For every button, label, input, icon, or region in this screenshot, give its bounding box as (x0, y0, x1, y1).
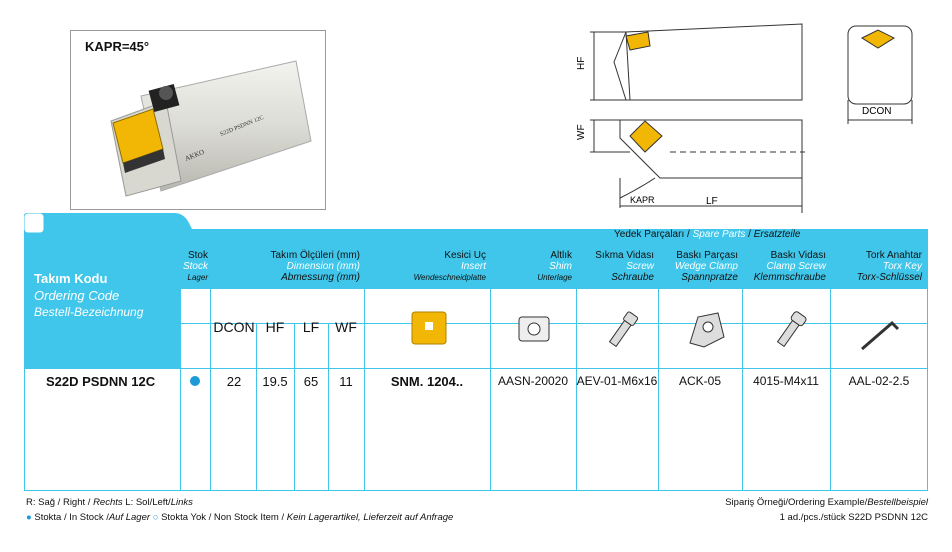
dimension-en: Dimension (mm) (286, 261, 360, 272)
insert-icon (408, 309, 452, 349)
screw-icon (602, 307, 642, 355)
footer-line1 (26, 497, 193, 508)
col-dcon: DCON (213, 319, 255, 335)
part-1-de: Schraube (611, 272, 654, 283)
wf-label: WF (576, 124, 587, 140)
dimension-tr: Takım Ölçüleri (mm) (270, 250, 360, 261)
part-0-en: Shim (549, 261, 572, 272)
part-4-en: Torx Key (882, 261, 922, 272)
torx-key-icon (854, 307, 904, 357)
dimension-de: Abmessung (mm) (281, 272, 360, 283)
value-clamp-screw: 4015-M4x11 (753, 374, 819, 388)
col-wf: WF (335, 319, 357, 335)
stock-status-dot (190, 376, 200, 386)
footer-right-left-tr: R: Sağ / Right / (26, 497, 94, 508)
footer-right-de: Rechts (93, 497, 123, 508)
value-torx-key: AAL-02-2.5 (848, 374, 910, 388)
part-1-tr: Sıkma Vidası (595, 250, 654, 261)
technical-drawing (570, 18, 940, 218)
part-4-de: Torx-Schlüssel (856, 272, 922, 283)
ordering-code-en: Ordering Code (34, 288, 120, 303)
col-hf: HF (265, 319, 285, 335)
part-3-en: Clamp Screw (766, 261, 826, 272)
part-3-tr: Baskı Vidası (770, 250, 826, 261)
footer-instock: Stokta / In Stock / (34, 512, 109, 523)
part-0-de: Unterlage (537, 273, 572, 282)
ordering-example (725, 497, 928, 508)
spare-sep: / (748, 229, 751, 240)
brand-text: AKKO (183, 147, 206, 163)
hf-label: HF (576, 56, 587, 70)
spare-parts-header (614, 229, 800, 240)
shim-icon (514, 309, 554, 349)
lf-label: LF (706, 196, 718, 207)
footer-line2: ● Stokta / In Stock /Auf Lager ○ Stokta Yok / Non Stock Item / Kein Lagerartikel, Lieferzeit auf Anfrage (26, 512, 454, 523)
footer-nonstock: Stokta Yok / Non Stock Item / (161, 512, 285, 523)
ordering-code-tr: Takım Kodu (34, 271, 108, 286)
tool-photo (70, 30, 326, 210)
part-2-en: Wedge Clamp (674, 261, 738, 272)
col-lf: LF (302, 319, 320, 335)
footer-left-tr: L: Sol/Left/ (122, 497, 171, 508)
tool-holder-image (71, 31, 327, 211)
part-2-de: Spannpratze (681, 272, 738, 283)
value-hf: 19.5 (262, 374, 288, 389)
row-ordering-code: S22D PSDNN 12C (46, 374, 156, 389)
ordering-code-de: Bestell-Bezeichnung (34, 305, 144, 319)
dcon-label: DCON (862, 106, 892, 117)
spare-tr: Yedek Parçaları / (614, 229, 690, 240)
part-3-de: Klemmschraube (753, 272, 826, 283)
stock-tr: Stok (187, 250, 208, 261)
part-4-tr: Tork Anahtar (865, 250, 922, 261)
value-screw: AEV-01-M6x16 (576, 374, 658, 388)
part-0-tr: Altlık (550, 250, 572, 261)
kapr-drawing-label: KAPR (630, 195, 655, 205)
product-table (24, 213, 928, 491)
value-shim: AASN-20020 (497, 374, 569, 388)
value-insert: SNM. 1204.. (390, 374, 464, 389)
part-2-tr: Baskı Parçası (676, 250, 738, 261)
insert-tr: Kesici Uç (444, 250, 486, 261)
wedge-clamp-icon (684, 307, 728, 353)
stock-en: Stock (182, 261, 208, 272)
value-dcon: 22 (226, 374, 242, 389)
insert-en: Insert (460, 261, 486, 272)
part-1-en: Screw (626, 261, 654, 272)
stock-de: Lager (187, 273, 208, 282)
value-lf: 65 (303, 374, 319, 389)
value-wf: 11 (339, 374, 353, 389)
footer-instock-de: Auf Lager (108, 512, 151, 523)
spare-en: Spare Parts (692, 229, 746, 240)
example-label: Sipariş Örneği/Ordering Example/ (725, 497, 868, 508)
example-line: 1 ad./pcs./stück S22D PSDNN 12C (779, 512, 928, 523)
shank-text: S22D PSDNN 12C (219, 114, 265, 138)
kapr-label: KAPR=45° (85, 39, 150, 54)
clamp-screw-icon (770, 307, 810, 355)
spare-de: Ersatzteile (753, 229, 801, 240)
value-wedge-clamp: ACK-05 (678, 374, 722, 388)
insert-de: Wendeschneidplatte (413, 273, 486, 282)
example-label-de: Bestellbeispiel (867, 497, 928, 508)
footer-left-de: Links (170, 497, 193, 508)
footer-nonstock-de: Kein Lagerartikel, Lieferzeit auf Anfrage (286, 512, 454, 523)
